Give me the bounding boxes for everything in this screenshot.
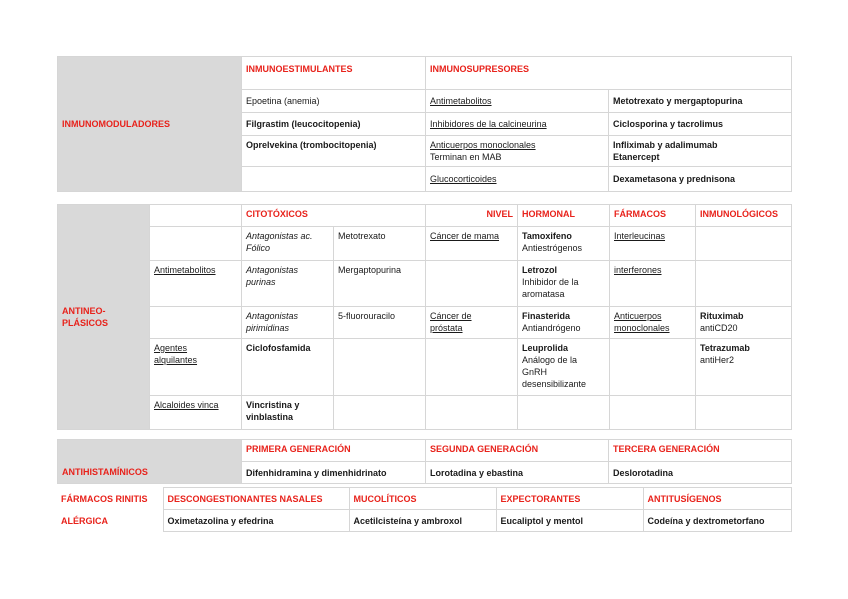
supp-drug-extra: Etanercept	[613, 152, 660, 162]
supp-class-cell: Inhibidores de la calcineurina	[426, 113, 609, 136]
stim-cell: Epoetina (anemia)	[242, 90, 426, 113]
supp-drug-cell	[609, 136, 792, 167]
empty-cell	[150, 227, 242, 261]
supp-class-cell: Antimetabolitos	[426, 90, 609, 113]
supp-class-label: Anticuerpos monoclonales	[430, 140, 536, 150]
hormonal-desc: Antiandrógeno	[522, 323, 581, 333]
cytotoxic-class-line: alquilantes	[154, 355, 198, 365]
hormonal-desc: Análogo de la	[522, 355, 578, 365]
antihistamines-label: ANTIHISTAMÍNICOS	[58, 440, 242, 484]
cancer-line: próstata	[430, 323, 463, 333]
stim-cell	[242, 167, 426, 192]
expectorants-header: EXPECTORANTES	[496, 488, 643, 510]
hormonal-cell	[518, 261, 610, 307]
empty-cell	[610, 339, 696, 396]
empty-cell	[334, 396, 426, 430]
empty-cell	[696, 227, 792, 261]
drug-line: vinblastina	[246, 412, 294, 422]
subclass-cell	[242, 227, 334, 261]
antineoplastics-label	[58, 205, 150, 430]
supp-drug-cell: Dexametasona y prednisona	[609, 167, 792, 192]
antihistamines-table	[57, 439, 792, 484]
empty-cell	[426, 261, 518, 307]
cancer-line: Cáncer de	[430, 311, 472, 321]
immuno-class-line: monoclonales	[614, 323, 670, 333]
drug-cell: Metotrexato	[334, 227, 426, 261]
hormonal-desc: GnRH	[522, 367, 548, 377]
antitussives-header: ANTITUSÍGENOS	[643, 488, 791, 510]
empty-cell	[610, 396, 696, 430]
immuno-class-cell: interferones	[610, 261, 696, 307]
hormonal-cell	[518, 307, 610, 339]
mucolytics-header: MUCOLÍTICOS	[349, 488, 496, 510]
decongestants-header: DESCONGESTIONANTES NASALES	[163, 488, 349, 510]
empty-cell	[696, 396, 792, 430]
subclass-line: purinas	[246, 277, 276, 287]
hormonal-cell	[518, 339, 610, 396]
hormonal-cell	[518, 227, 610, 261]
drug-line: Vincristina y	[246, 400, 300, 410]
antineoplastics-label-line1: ANTINEO-	[62, 306, 106, 316]
gen1-header: PRIMERA GENERACIÓN	[242, 440, 426, 462]
hormonal-header: HORMONAL	[518, 205, 610, 227]
immunomodulators-table	[57, 56, 792, 192]
empty-cell	[150, 307, 242, 339]
drug-cell: 5-fluorouracilo	[334, 307, 426, 339]
subclass-line: Antagonistas	[246, 265, 299, 275]
immuno-class-line: Anticuerpos	[614, 311, 662, 321]
antineoplastics-label-line2: PLÁSICOS	[62, 318, 109, 328]
supp-class-cell	[426, 136, 609, 167]
drug-cell: Mergaptopurina	[334, 261, 426, 307]
decongestants-drugs: Oximetazolina y efedrina	[163, 510, 349, 532]
gen3-drugs: Deslorotadina	[609, 462, 792, 484]
immuno-class-cell	[610, 307, 696, 339]
immunostimulants-header: INMUNOESTIMULANTES	[242, 57, 426, 90]
cancer-cell: Cáncer de mama	[426, 227, 518, 261]
immunomodulators-label: INMUNOMODULADORES	[58, 57, 242, 192]
supp-drug-cell: Ciclosporina y tacrolimus	[609, 113, 792, 136]
gen2-header: SEGUNDA GENERACIÓN	[426, 440, 609, 462]
subclass-cell	[242, 261, 334, 307]
cytotoxics-header: CITOTÓXICOS	[242, 205, 426, 227]
subclass-line: Antagonistas	[246, 311, 299, 321]
rhinitis-table	[57, 487, 792, 532]
antineoplastics-table	[57, 204, 792, 430]
empty-cell	[334, 339, 426, 396]
supp-class-cell: Glucocorticoides	[426, 167, 609, 192]
supp-drug-label: Infliximab y adalimumab	[613, 140, 718, 150]
drugs-header: FÁRMACOS	[610, 205, 696, 227]
subclass-line: Antagonistas ac.	[246, 231, 313, 241]
hormonal-desc: Antiestrógenos	[522, 243, 583, 253]
cytotoxic-class-cell	[150, 339, 242, 396]
immuno-desc: antiCD20	[700, 323, 738, 333]
stim-cell: Oprelvekina (trombocitopenia)	[242, 136, 426, 167]
immunosuppressants-header: INMUNOSUPRESORES	[426, 57, 792, 90]
cytotoxic-class-line: Agentes	[154, 343, 188, 353]
supp-class-note: Terminan en MAB	[430, 152, 502, 162]
cytotoxic-class-cell: Alcaloides vinca	[150, 396, 242, 430]
immuno-drug: Rituximab	[700, 311, 744, 321]
drug-cell	[242, 396, 334, 430]
immuno-drug: Tetrazumab	[700, 343, 750, 353]
hormonal-drug: Letrozol	[522, 265, 557, 275]
empty-cell	[518, 396, 610, 430]
level-header: NIVEL	[426, 205, 518, 227]
rhinitis-label-line1: FÁRMACOS RINITIS	[61, 493, 148, 504]
empty-cell	[696, 261, 792, 307]
immuno-class-cell: Interleucinas	[610, 227, 696, 261]
gen2-drugs: Lorotadina y ebastina	[426, 462, 609, 484]
gen1-drugs: Difenhidramina y dimenhidrinato	[242, 462, 426, 484]
immunologic-header: INMUNOLÓGICOS	[696, 205, 792, 227]
cancer-cell	[426, 307, 518, 339]
empty-cell	[150, 205, 242, 227]
expectorants-drugs: Eucaliptol y mentol	[496, 510, 643, 532]
subclass-line: pirimidinas	[246, 323, 290, 333]
hormonal-drug: Leuprolida	[522, 343, 569, 353]
immuno-desc: antiHer2	[700, 355, 735, 365]
subclass-line: Fólico	[246, 243, 271, 253]
hormonal-desc: aromatasa	[522, 289, 565, 299]
hormonal-drug: Tamoxifeno	[522, 231, 572, 241]
immuno-drug-cell	[696, 307, 792, 339]
hormonal-desc: Inhibidor de la	[522, 277, 579, 287]
drug-cell: Ciclofosfamida	[242, 339, 334, 396]
supp-drug-cell: Metotrexato y mergaptopurina	[609, 90, 792, 113]
cytotoxic-class-cell: Antimetabolitos	[150, 261, 242, 307]
subclass-cell	[242, 307, 334, 339]
gen3-header: TERCERA GENERACIÓN	[609, 440, 792, 462]
antitussives-drugs: Codeína y dextrometorfano	[643, 510, 791, 532]
hormonal-drug: Finasterida	[522, 311, 571, 321]
mucolytics-drugs: Acetilcisteína y ambroxol	[349, 510, 496, 532]
stim-cell: Filgrastim (leucocitopenia)	[242, 113, 426, 136]
rhinitis-label-line2: ALÉRGICA	[61, 515, 108, 526]
immuno-drug-cell	[696, 339, 792, 396]
empty-cell	[426, 339, 518, 396]
empty-cell	[426, 396, 518, 430]
hormonal-desc: desensibilizante	[522, 379, 587, 389]
